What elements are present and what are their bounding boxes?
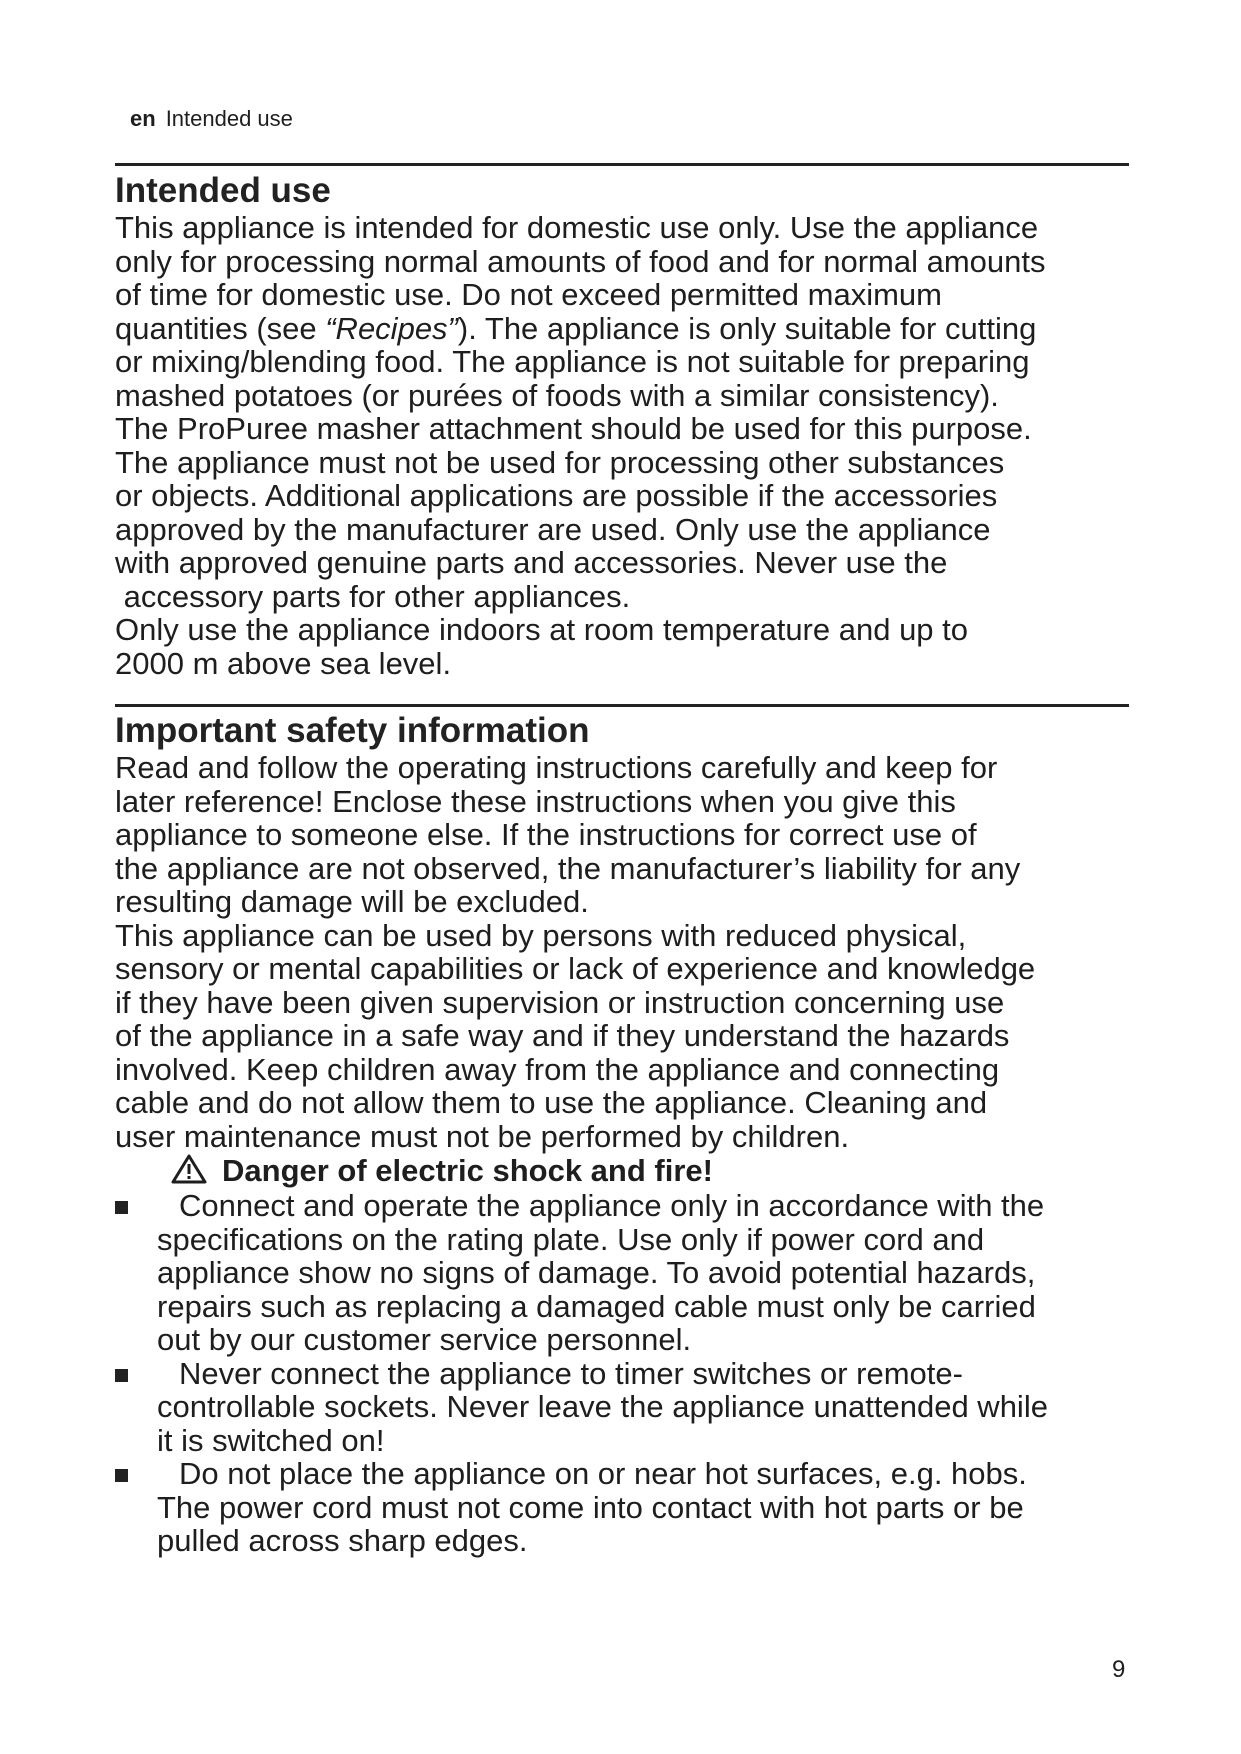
bullet-line: repairs such as replacing a damaged cable must only be carried [157, 1288, 1036, 1324]
bullet-line: Connect and operate the appliance only in accordance with the [179, 1188, 1045, 1223]
body-line: sensory or mental capabilities or lack of experience and knowledge [115, 951, 1036, 986]
bullet-square-icon [115, 1201, 128, 1214]
body-line: This appliance can be used by persons with reduced physical, [115, 917, 967, 953]
section-divider [115, 163, 1129, 166]
list-item [115, 1357, 1135, 1458]
bullet-line: controllable sockets. Never leave the appliance unattended while [157, 1389, 1048, 1424]
bullet-line: Do not place the appliance on or near hot surfaces, e.g. hobs. [179, 1456, 1027, 1491]
body-line: Read and follow the operating instructions carefully and keep for [115, 750, 998, 785]
list-item [115, 1457, 1135, 1558]
body-line: the appliance are not observed, the manufacturer’s liability for any [115, 850, 1021, 886]
bullet-square-icon [115, 1469, 128, 1482]
section-divider [115, 704, 1129, 707]
body-line: resulting damage will be excluded. [115, 884, 589, 919]
body-line: This appliance is intended for domestic use only. Use the appliance [115, 210, 1039, 245]
body-line: cable and do not allow them to use the appliance. Cleaning and [115, 1085, 988, 1120]
body-line: if they have been given supervision or instruction concerning use [115, 984, 1005, 1020]
body-line: appliance to someone else. If the instructions for correct use of [115, 817, 977, 852]
body-line: involved. Keep children away from the appliance and connecting [115, 1051, 1000, 1087]
body-line: Only use the appliance indoors at room temperature and up to [115, 612, 969, 647]
bullet-square-icon [115, 1369, 128, 1382]
intended-use-section [115, 171, 1135, 680]
body-line: approved by the manufacturer are used. Only use the appliance [115, 511, 991, 547]
text-run: quantities (see [115, 310, 326, 346]
bullet-line: pulled across sharp edges. [157, 1523, 528, 1558]
bullet-line: Never connect the appliance to timer switches or remote- [179, 1355, 963, 1391]
bullet-line: out by our customer service personnel. [157, 1322, 692, 1357]
language-code: en [130, 106, 156, 131]
warning-triangle-icon [170, 1153, 208, 1185]
body-line [115, 312, 1135, 346]
body-line: of time for domestic use. Do not exceed permitted maximum [115, 277, 942, 312]
body-line: accessory parts for other appliances. [115, 578, 631, 614]
body-line: or mixing/blending food. The appliance is not suitable for preparing [115, 344, 1030, 379]
text-run: ). The appliance is only suitable for cutting [457, 310, 1037, 346]
bullet-line: it is switched on! [157, 1422, 385, 1458]
recipes-reference: “Recipes” [325, 310, 458, 346]
bullet-line: specifications on the rating plate. Use only if power cord and [157, 1221, 985, 1257]
body-line: only for processing normal amounts of food and for normal amounts [115, 243, 1046, 279]
warning-text: Danger of electric shock and fire! [222, 1153, 713, 1188]
body-line: mashed potatoes (or purées of foods with a similar consistency). [115, 377, 999, 413]
intended-use-heading: Intended use [115, 171, 331, 210]
list-item [115, 1189, 1135, 1357]
body-line: The appliance must not be used for processing other substances [115, 444, 1005, 480]
body-line: with approved genuine parts and accessories. Never use the [115, 545, 948, 580]
safety-heading: Important safety information [115, 711, 590, 750]
body-line: or objects. Additional applications are possible if the accessories [115, 478, 998, 513]
running-header [130, 106, 293, 132]
body-line: user maintenance must not be performed by children. [115, 1118, 850, 1154]
body-line: The ProPuree masher attachment should be used for this purpose. [115, 411, 1032, 446]
warning-heading [115, 1153, 1135, 1189]
page-number: 9 [1112, 1656, 1126, 1683]
body-line: 2000 m above sea level. [115, 645, 452, 681]
bullet-line: appliance show no signs of damage. To avoid potential hazards, [157, 1255, 1036, 1290]
body-line: later reference! Enclose these instructions when you give this [115, 783, 956, 819]
safety-section [115, 711, 1135, 1558]
body-line: of the appliance in a safe way and if they understand the hazards [115, 1018, 1010, 1053]
bullet-line: The power cord must not come into contact with hot parts or be [157, 1489, 1024, 1525]
header-section-title: Intended use [165, 106, 293, 131]
